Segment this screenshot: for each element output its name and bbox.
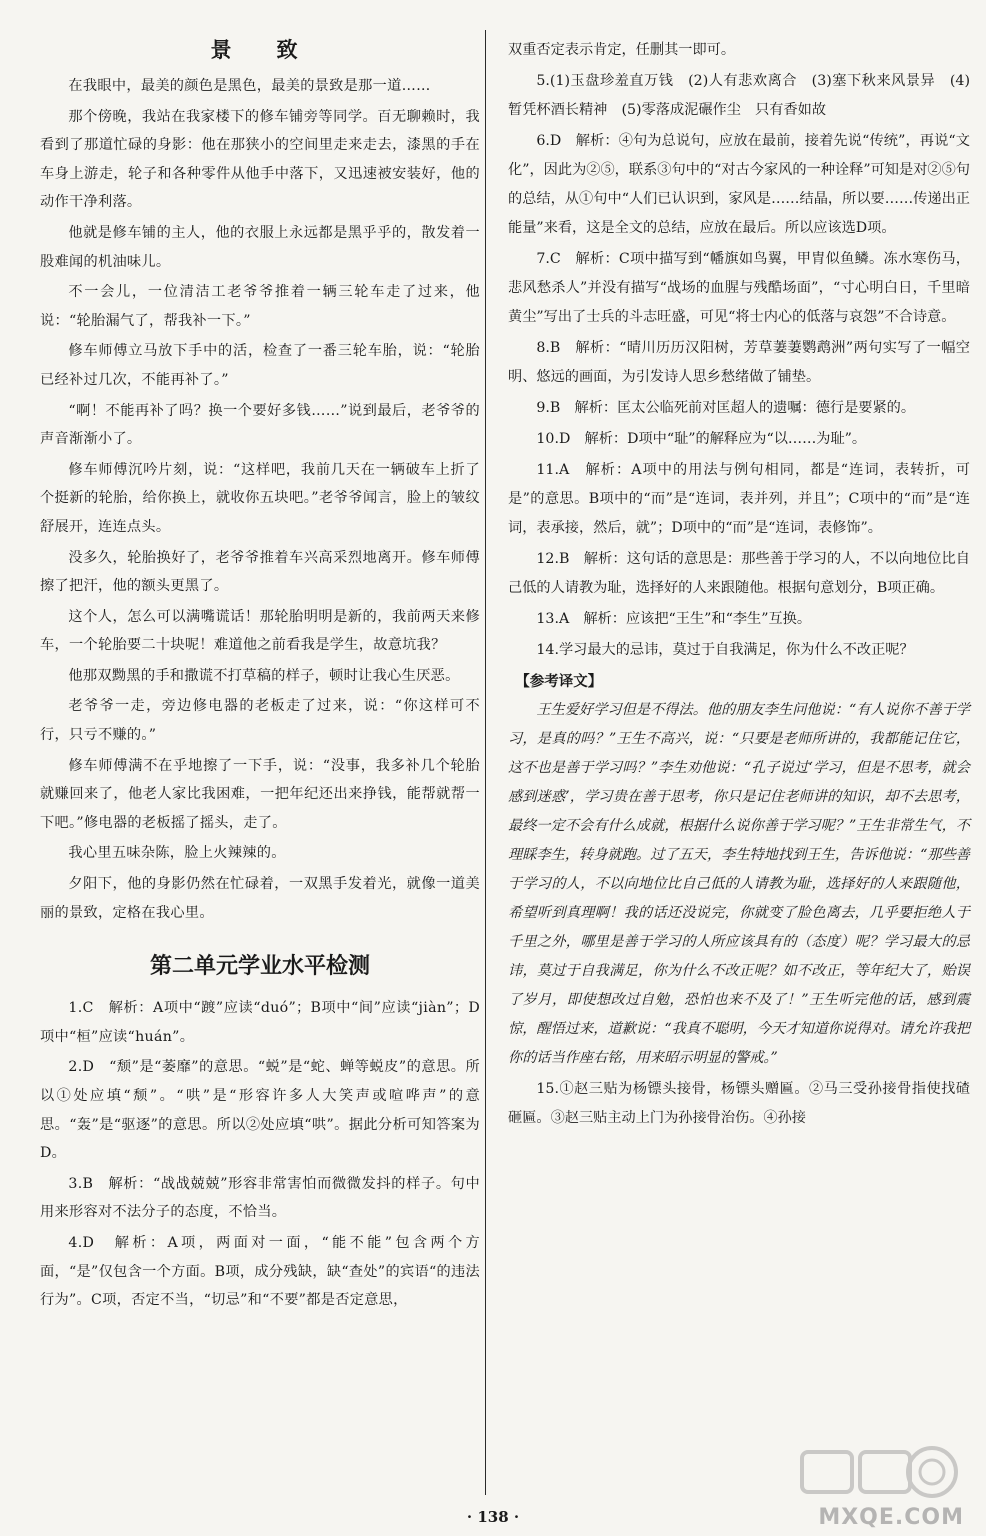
answer-item: 12.B 解析：这句话的意思是：那些善于学习的人，不以向地位比自己低的人请教为耻，选择好的人来跟随他。根据句意划分，B项正确。 — [508, 551, 970, 596]
essay-paragraph: 不一会儿，一位清洁工老爷爷推着一辆三轮车走了过来，他说：“轮胎漏气了，帮我补一下。” — [40, 284, 480, 329]
answer-item: 2.D “颓”是“萎靡”的意思。“蜕”是“蛇、蝉等蜕皮”的意思。所以①处应填“颓”。“哄”是“形容许多人大笑声或喧哗声”的意思。“轰”是“驱逐”的意思。所以②处应填“哄”。据此分析可知答案为D。 — [40, 1059, 480, 1162]
essay-paragraph: “啊！不能再补了吗？换一个要好多钱……”说到最后，老爷爷的声音渐渐小了。 — [40, 402, 480, 448]
section-title: 第二单元学业水平检测 — [149, 954, 370, 980]
column-divider — [485, 30, 486, 1495]
essay-paragraph: 那个傍晚，我站在我家楼下的修车铺旁等同学。百无聊赖时，我看到了那道忙碌的身影：他在那狭小的空间里走来走去，漆黑的手在车身上游走，轮子和各种零件从他手中落下，又迅速被安装好，他的动作干净利落。 — [40, 108, 480, 211]
essay-paragraph: 老爷爷一走，旁边修电器的老板走了过来，说：“你这样可不行，只亏不赚的。” — [40, 698, 480, 744]
translation-text: 王生爱好学习但是不得法。他的朋友李生问他说：“有人说你不善于学习，是真的吗？”王生不高兴，说：“只要是老师所讲的，我都能记住它，这不也是善于学习吗？”李生劝他说：“孔子说过‘学习，但是不思考，就会感到迷惑’，学习贵在善于思考，你只是记住老师讲的知识，却不去思考，最终一定不会有什么成就，根据什么说你善于学习呢？”王生非常生气，不理睬李生，转身就跑。过了五天，李生特地找到王生，告诉他说：“那些善于学习的人，不以向地位比自己低的人请教为耻，选择好的人来跟随他，希望听到真理啊！我的话还没说完，你就变了脸色离去，几乎要拒绝人于千里之外，哪里是善于学习的人所应该具有的（态度）呢？学习最大的忌讳，莫过于自我满足，你为什么不改正呢？如不改正，等年纪大了，贻误了岁月，即使想改过自勉，恐怕也来不及了！”王生听完他的话，感到震惊，醒悟过来，道歉说：“我真不聪明，今天才知道你说得对。请允许我把你的话当作座右铭，用来昭示明显的警戒。” — [508, 702, 970, 1066]
essay-body — [40, 72, 480, 927]
answer-list-left — [40, 994, 480, 1315]
answer-item: 13.A 解析：应该把“王生”和“李生”互换。 — [536, 611, 812, 627]
answer-item: 10.D 解析：D项中“耻”的解释应为“以……为耻”。 — [536, 431, 867, 447]
essay-paragraph: 修车师傅沉吟片刻，说：“这样吧，我前几天在一辆破车上折了个挺新的轮胎，给你换上，就收你五块吧。”老爷爷闻言，脸上的皱纹舒展开，连连点头。 — [40, 461, 480, 535]
answer-item: 15.①赵三贴为杨镖头接骨，杨镖头赠匾。②马三受孙接骨指使找碴砸匾。③赵三贴主动上门为孙接骨治伤。④孙接 — [508, 1081, 970, 1126]
answer-item: 1.C 解析：A项中“踱”应读“duó”；B项中“间”应读“jiàn”；D项中“桓”应读“huán”。 — [40, 1000, 480, 1045]
answer-continuation: 双重否定表示肯定，任删其一即可。 — [508, 42, 736, 58]
essay-paragraph: 他那双黝黑的手和撒谎不打草稿的样子，顿时让我心生厌恶。 — [68, 667, 460, 684]
answer-item: 14.学习最大的忌讳，莫过于自我满足，你为什么不改正呢？ — [536, 642, 914, 658]
answer-item: 11.A 解析：A项中的用法与例句相同，都是“连词，表转折，可是”的意思。B项中的“而”是“连词，表并列，并且”；C项中的“而”是“连词，表承接，然后，就”；D项中的“而”是“连词，表修饰”。 — [508, 462, 970, 536]
answer-item: 8.B 解析：“晴川历历汉阳树，芳草萋萋鹦鹉洲”两句实写了一幅空明、悠远的画面，为引发诗人思乡愁绪做了铺垫。 — [508, 340, 970, 385]
answer-item: 3.B 解析：“战战兢兢”形容非常害怕而微微发抖的样子。句中用来形容对不法分子的态度，不恰当。 — [40, 1175, 480, 1221]
left-column — [40, 34, 480, 1317]
page-number: · 138 · — [466, 1508, 520, 1526]
answer-item: 5.(1)玉盘珍羞直万钱 (2)人有悲欢离合 (3)塞下秋来风景异 (4)暂凭杯酒长精神 (5)零落成泥碾作尘 只有香如故 — [508, 73, 970, 118]
essay-title: 景 致 — [210, 37, 310, 62]
reference-heading: 【参考译文】 — [515, 673, 603, 690]
essay-paragraph: 修车师傅立马放下手中的活，检查了一番三轮车胎，说：“轮胎已经补过几次，不能再补了。” — [40, 343, 480, 388]
essay-paragraph: 修车师傅满不在乎地擦了一下手，说：“没事，我多补几个轮胎就赚回来了，他老人家比我困难，一把年纪还出来挣钱，能帮就帮一下吧。”修电器的老板摇了摇头，走了。 — [40, 757, 480, 831]
answer-item: 7.C 解析：C项中描写到“幡旗如鸟翼，甲胄似鱼鳞。冻水寒伤马，悲风愁杀人”并没有描写“战场的血腥与残酷场面”，“寸心明白日，千里暗黄尘”写出了士兵的斗志旺盛，可见“将士内心的低落与哀怨”不合诗意。 — [508, 251, 970, 325]
answer-item: 6.D 解析：④句为总说句，应放在最前，接着先说“传统”，再说“文化”，因此为②⑤，联系③句中的“对古今家风的一种诠释”可知是对②⑤句的总结，从①句中“人们已认识到，家风是……结晶，所以要……传递出正能量”来看，这是全文的总结，应放在最后。所以应该选D项。 — [508, 133, 970, 236]
essay-paragraph: 这个人，怎么可以满嘴谎话！那轮胎明明是新的，我前两天来修车，一个轮胎要二十块呢！难道他之前看我是学生，故意坑我？ — [40, 608, 480, 654]
essay-paragraph: 我心里五味杂陈，脸上火辣辣的。 — [68, 845, 286, 862]
essay-paragraph: 没多久，轮胎换好了，老爷爷推着车兴高采烈地离开。修车师傅擦了把汗，他的额头更黑了。 — [40, 549, 480, 595]
watermark-text: MXQE.COM — [818, 1505, 964, 1530]
essay-paragraph: 在我眼中，最美的颜色是黑色，最美的景致是那一道…… — [68, 78, 431, 94]
answer-item: 9.B 解析：匡太公临死前对匡超人的遗嘱：德行是要紧的。 — [536, 400, 916, 416]
essay-paragraph: 他就是修车铺的主人，他的衣服上永远都是黑乎乎的，散发着一股难闻的机油味儿。 — [40, 224, 480, 270]
answer-item: 4.D 解析：A项，两面对一面，“能不能”包含两个方面，“是”仅包含一个方面。B项，成分残缺，缺“查处”的宾语“的违法行为”。C项，否定不当，“切忌”和“不要”都是否定意思， — [40, 1234, 480, 1309]
right-column — [508, 36, 970, 1135]
essay-paragraph: 夕阳下，他的身影仍然在忙碌着，一双黑手发着光，就像一道美丽的景致，定格在我心里。 — [40, 876, 480, 921]
reference-translation — [508, 696, 970, 1073]
